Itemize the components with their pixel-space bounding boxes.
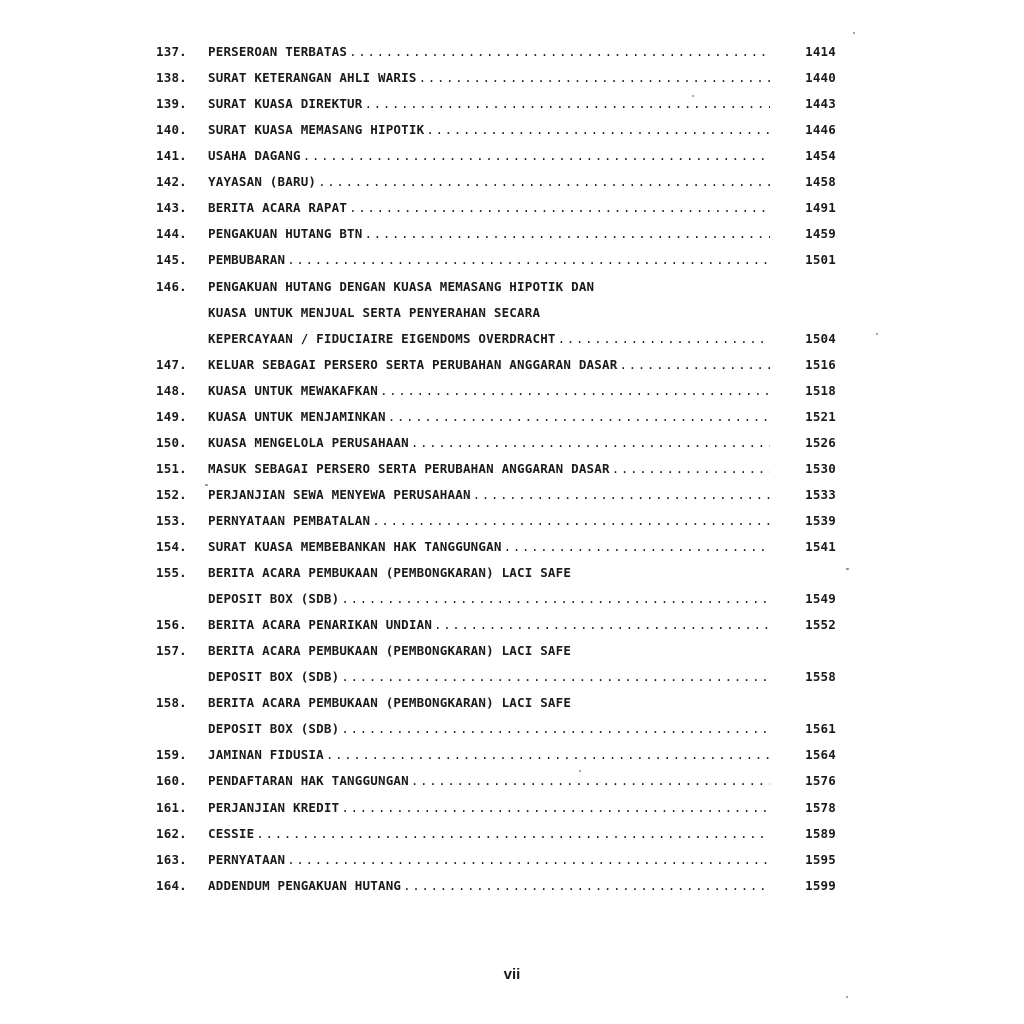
toc-entry-line: [0, 381, 1024, 401]
entry-page-number: 1414: [805, 44, 836, 59]
entry-number: 155.: [156, 565, 187, 580]
toc-entry-line: [0, 277, 1024, 297]
entry-number: 152.: [156, 486, 187, 502]
entry-number: 158.: [156, 695, 187, 711]
entry-number: 149.: [156, 408, 187, 424]
entry-page-number: 1526: [805, 434, 836, 450]
entry-page-number: 1576: [805, 773, 836, 789]
entry-number: 157.: [156, 643, 187, 659]
entry-number: 146.: [156, 278, 187, 294]
toc-entry-line: [0, 224, 1024, 244]
scan-speck: [853, 32, 855, 34]
toc-entry-line: [0, 42, 1024, 62]
entry-title: YAYASAN (BARU) .....: [208, 172, 770, 192]
entry-title: BERITA ACARA PEMBUKAAN (PEMBONGKARAN) LACI SAFE: [208, 565, 572, 580]
entry-title: PENGAKUAN HUTANG BTN .....: [208, 224, 770, 244]
toc-entry-line: [0, 172, 1024, 192]
entry-title: PENGAKUAN HUTANG DENGAN KUASA MEMASANG HIPOTIK DAN: [208, 278, 595, 294]
entry-title: PERNYATAAN .....: [208, 850, 770, 870]
toc-entry-line: [0, 798, 1024, 818]
toc-entry-line: [0, 641, 1024, 661]
entry-number: 162.: [156, 825, 187, 841]
entry-title: KEPERCAYAAN / FIDUCIAIRE EIGENDOMS OVERDRACHT .....: [208, 329, 770, 349]
entry-page-number: 1459: [805, 226, 836, 242]
toc-entry-line: [0, 303, 1024, 323]
entry-title: BERITA ACARA PENARIKAN UNDIAN .....: [208, 615, 770, 635]
entry-number: 139.: [156, 96, 187, 112]
toc-entry-line: [0, 198, 1024, 218]
entry-page-number: 1552: [805, 617, 836, 633]
entry-title: PERNYATAAN PEMBATALAN .....: [208, 511, 770, 531]
entry-title: SURAT KUASA MEMASANG HIPOTIK .....: [208, 120, 770, 140]
toc-entry-line: [0, 876, 1024, 896]
toc-entry-line: [0, 693, 1024, 713]
entry-title: DEPOSIT BOX (SDB) .....: [208, 589, 770, 609]
toc-entry-line: [0, 485, 1024, 505]
entry-title: PEMBUBARAN .....: [208, 250, 770, 270]
entry-number: 141.: [156, 148, 187, 164]
entry-number: 151.: [156, 460, 187, 476]
entry-number: 153.: [156, 512, 187, 528]
entry-page-number: 1539: [805, 512, 836, 528]
entry-number: 143.: [156, 200, 187, 216]
scan-speck: [692, 95, 694, 97]
scan-speck: [846, 568, 849, 570]
toc-entry-line: [0, 146, 1024, 166]
toc-entry-line: [0, 120, 1024, 140]
entry-page-number: 1530: [805, 460, 836, 476]
entry-title: KELUAR SEBAGAI PERSERO SERTA PERUBAHAN ANGGARAN DASAR .....: [208, 355, 770, 375]
entry-title: BERITA ACARA PEMBUKAAN (PEMBONGKARAN) LACI SAFE: [208, 643, 572, 659]
entry-page-number: 1518: [805, 382, 836, 398]
scan-speck: [876, 333, 878, 335]
entry-title: DEPOSIT BOX (SDB) .....: [208, 719, 770, 739]
entry-number: 163.: [156, 851, 187, 867]
entry-title: DEPOSIT BOX (SDB) .....: [208, 667, 770, 687]
entry-number: 140.: [156, 122, 187, 138]
entry-number: 142.: [156, 174, 187, 190]
entry-page-number: 1561: [805, 721, 836, 737]
entry-page-number: 1516: [805, 356, 836, 372]
entry-page-number: 1578: [805, 799, 836, 815]
entry-number: 144.: [156, 226, 187, 242]
toc-entry-line: [0, 850, 1024, 870]
toc-entry-line: [0, 537, 1024, 557]
toc-entry-line: [0, 94, 1024, 114]
entry-number: 160.: [156, 773, 187, 789]
entry-page-number: 1440: [805, 70, 836, 85]
toc-entry-line: [0, 329, 1024, 349]
entry-page-number: 1558: [805, 669, 836, 685]
scan-speck: [205, 484, 208, 486]
entry-number: 164.: [156, 877, 187, 893]
entry-title: SURAT KUASA MEMBEBANKAN HAK TANGGUNGAN .....: [208, 537, 770, 557]
toc-entry-line: [0, 824, 1024, 844]
page-number: vii: [503, 966, 521, 983]
entry-title: KUASA UNTUK MENJUAL SERTA PENYERAHAN SECARA: [208, 304, 541, 320]
scan-speck: [846, 996, 848, 998]
entry-page-number: 1454: [805, 148, 836, 164]
entry-page-number: 1458: [805, 174, 836, 190]
toc-entry-line: [0, 563, 1024, 583]
entry-page-number: 1533: [805, 486, 836, 502]
entry-number: 154.: [156, 539, 187, 554]
entry-page-number: 1504: [805, 330, 836, 346]
toc-entry-line: [0, 407, 1024, 427]
entry-number: 156.: [156, 617, 187, 633]
entry-page-number: 1491: [805, 200, 836, 216]
entry-number: 138.: [156, 70, 187, 85]
toc-entry-line: [0, 615, 1024, 635]
entry-page-number: 1501: [805, 252, 836, 268]
entry-title: SURAT KUASA DIREKTUR .....: [208, 94, 770, 114]
entry-title: ADDENDUM PENGAKUAN HUTANG .....: [208, 876, 770, 896]
entry-page-number: 1595: [805, 851, 836, 867]
toc-entry-line: [0, 433, 1024, 453]
entry-page-number: 1541: [805, 539, 836, 554]
toc-entry-line: [0, 355, 1024, 375]
toc-entry-line: [0, 459, 1024, 479]
entry-number: 150.: [156, 434, 187, 450]
entry-number: 159.: [156, 747, 187, 763]
entry-page-number: 1549: [805, 591, 836, 607]
entry-title: PENDAFTARAN HAK TANGGUNGAN .....: [208, 771, 770, 791]
entry-title: BERITA ACARA RAPAT .....: [208, 198, 770, 218]
entry-title: PERSEROAN TERBATAS .....: [208, 42, 770, 62]
toc-entry-line: [0, 745, 1024, 765]
toc-entry-line: [0, 250, 1024, 270]
entry-title: JAMINAN FIDUSIA .....: [208, 745, 770, 765]
entry-page-number: 1521: [805, 408, 836, 424]
toc-entry-line: [0, 719, 1024, 739]
entry-number: 145.: [156, 252, 187, 268]
entry-number: 147.: [156, 356, 187, 372]
entry-number: 137.: [156, 44, 187, 59]
entry-page-number: 1564: [805, 747, 836, 763]
entry-title: USAHA DAGANG .....: [208, 146, 770, 166]
entry-title: KUASA UNTUK MEWAKAFKAN .....: [208, 381, 770, 401]
entry-title: PERJANJIAN KREDIT .....: [208, 798, 770, 818]
toc-entry-line: [0, 511, 1024, 531]
entry-title: KUASA MENGELOLA PERUSAHAAN .....: [208, 433, 770, 453]
entry-page-number: 1589: [805, 825, 836, 841]
entry-number: 161.: [156, 799, 187, 815]
toc-entry-line: [0, 68, 1024, 88]
entry-title: CESSIE .....: [208, 824, 770, 844]
entry-page-number: 1599: [805, 877, 836, 893]
entry-page-number: 1446: [805, 122, 836, 138]
entry-title: BERITA ACARA PEMBUKAAN (PEMBONGKARAN) LACI SAFE: [208, 695, 572, 711]
entry-title: KUASA UNTUK MENJAMINKAN .....: [208, 407, 770, 427]
entry-title: SURAT KETERANGAN AHLI WARIS .....: [208, 68, 770, 88]
toc-entry-line: [0, 667, 1024, 687]
scan-speck: [579, 770, 581, 772]
entry-title: MASUK SEBAGAI PERSERO SERTA PERUBAHAN ANGGARAN DASAR .....: [208, 459, 770, 479]
entry-title: PERJANJIAN SEWA MENYEWA PERUSAHAAN .....: [208, 485, 770, 505]
toc-entry-line: [0, 589, 1024, 609]
entry-number: 148.: [156, 382, 187, 398]
entry-page-number: 1443: [805, 96, 836, 112]
toc-entry-line: [0, 771, 1024, 791]
